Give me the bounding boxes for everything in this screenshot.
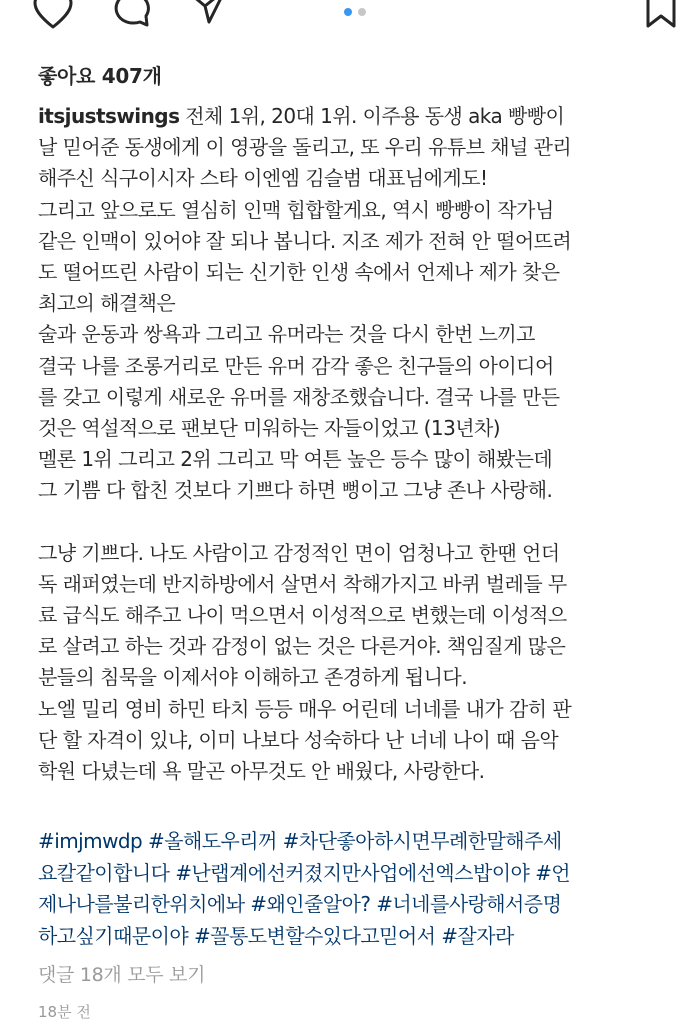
post-action-bar: [0, 0, 700, 40]
caption-line: 같은 인맥이 있어야 잘 되나 봅니다. 지조 제가 전혀 안 떨어뜨려: [38, 228, 572, 253]
caption-line: 노엘 밀리 영비 하민 타치 등등 매우 어린데 너네를 내가 감히 판: [38, 696, 572, 721]
share-button[interactable]: [186, 0, 232, 32]
heart-icon: [33, 0, 73, 30]
hashtag-line[interactable]: 제나나를불리한위치에놔 #왜인줄알아? #너네를사랑해서증명: [38, 892, 562, 916]
caption-line: 해주신 식구이시자 스타 이엔엠 김슬범 대표님에게도!: [38, 166, 488, 191]
caption-line: [38, 101, 688, 132]
like-button[interactable]: [30, 0, 76, 32]
caption-line: 결국 나를 조롱거리로 만든 유머 감각 좋은 친구들의 아이디어: [38, 353, 554, 378]
hashtag-line[interactable]: 하고싶기때문이야 #꼴통도변할수있다고믿어서 #잘자라: [38, 923, 514, 948]
caption-line: 술과 운동과 쌍욕과 그리고 유머라는 것을 다시 한번 느끼고: [38, 322, 535, 347]
carousel-dot: [358, 8, 366, 16]
caption-line: 독 래퍼였는데 반지하방에서 살면서 착해가지고 바퀴 벌레들 무: [38, 571, 567, 596]
hashtag-line[interactable]: 요칼같이합니다 #난랩계에선커졌지만사업에선엑스밥이야 #언: [38, 860, 571, 885]
caption-line: 그리고 앞으로도 열심히 인맥 힙합할게요, 역시 빵빵이 작가님: [38, 197, 554, 222]
paragraph-gap: [38, 507, 688, 538]
caption-line: 그냥 기쁘다. 나도 사람이고 감정적인 면이 엄청나고 한땐 언더: [38, 540, 560, 565]
caption-line: 학원 다녔는데 욕 말곤 아무것도 안 배웠다, 사랑한다.: [38, 759, 485, 784]
caption-line: 것은 역설적으로 팬보단 미워하는 자들이었고 (13년차): [38, 416, 501, 441]
caption-line: 도 떨어뜨린 사람이 되는 신기한 인생 속에서 언제나 제가 찾은: [38, 260, 560, 285]
caption-line: 최고의 해결책은: [38, 291, 176, 316]
username-link[interactable]: itsjustswings: [38, 104, 180, 128]
caption-line: 그 기쁨 다 합친 것보다 기쁘다 하면 뻥이고 그냥 존나 사랑해.: [38, 478, 553, 503]
save-button[interactable]: [638, 0, 684, 32]
carousel-dot-active: [344, 8, 352, 16]
caption-line: 로 살려고 하는 것과 감정이 없는 것은 다른거야. 책임질게 많은: [38, 634, 566, 659]
hashtag-line[interactable]: #imjmwdp #올해도우리꺼 #차단좋아하시면무례한말해주세: [38, 829, 562, 853]
caption-line: 료 급식도 해주고 나이 먹으면서 이성적으로 변했는데 이성적으: [38, 603, 567, 628]
bookmark-icon: [641, 0, 681, 32]
carousel-indicator: [344, 8, 366, 16]
likes-count[interactable]: 좋아요 407개: [38, 64, 162, 88]
caption-line: 멜론 1위 그리고 2위 그리고 막 여튼 높은 등수 많이 해봤는데: [38, 447, 553, 472]
post-timestamp: 18분 전: [38, 1003, 91, 1021]
caption-text: 전체 1위, 20대 1위. 이주용 동생 aka 빵빵이: [179, 104, 565, 128]
caption-line: 날 믿어준 동생에게 이 영광을 돌리고, 또 우리 유튜브 채널 관리: [38, 135, 572, 160]
caption-line: 를 갖고 이렇게 새로운 유머를 재창조했습니다. 결국 나를 만든: [38, 384, 560, 409]
comment-button[interactable]: [110, 0, 156, 32]
post-caption: [38, 101, 688, 787]
caption-line: 분들의 침묵을 이제서야 이해하고 존경하게 됩니다.: [38, 665, 468, 690]
hashtag-block: [38, 826, 688, 952]
caption-line: 단 할 자격이 있냐, 이미 나보다 성숙하다 난 너네 나이 때 음악: [38, 727, 559, 752]
paper-plane-icon: [189, 0, 229, 30]
view-all-comments-link[interactable]: 댓글 18개 모두 보기: [38, 964, 206, 986]
comment-icon: [113, 0, 153, 30]
